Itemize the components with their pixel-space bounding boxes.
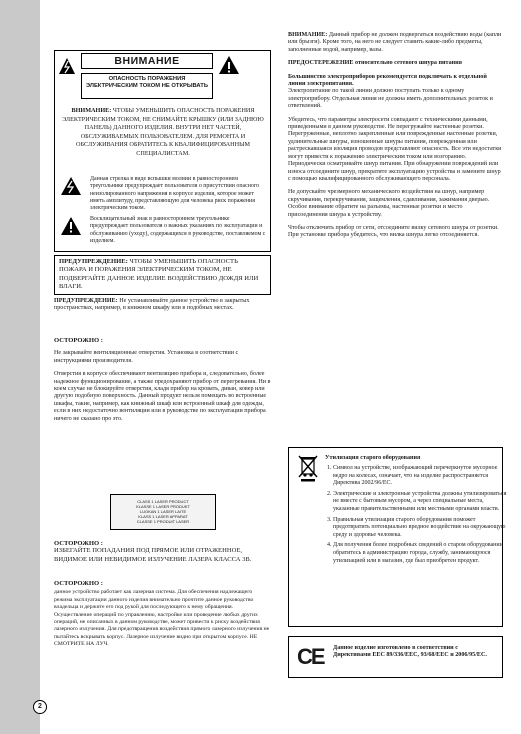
- water-warning-body: Данный прибор не должен подвергаться воздействию воды (капли или брызги). Кроме того, на него не следует ставить какие-либо предметы, заполненные водой, например, вазы.: [288, 32, 502, 53]
- install-warning-lead: ПРЕДУПРЕЖДЕНИЕ:: [54, 298, 118, 304]
- caution-laser-exposure-text: ИЗБЕГАЙТЕ ПОПАДАНИЯ ПОД ПРЯМОЕ ИЛИ ОТРАЖЕННОЕ, ВИДИМОЕ ИЛИ НЕВИДИМОЕ ИЗЛУЧЕНИЕ ЛАЗЕРА КЛАССА 3В.: [54, 547, 252, 563]
- power-cord-p4: Чтобы отключить прибор от сети, отсоедините вилку сетевого шнура от розетки. При установке прибора убедитесь, что вилка шнура легко отсоединяется.: [288, 224, 499, 239]
- power-cord-p2: Убедитесь, что параметры электросети совпадают с техническими данными, приведенными в данном руководстве. Не перегружайте настенные розетки. Перегруженные, неплотно закрепленные или поврежденные настенные розетки, удлинительные шнуры, изношенные шнуры питания, поврежденная или растрескавшаяся изоляция проводов представляют опасность. Все эти недостатки могут привести к поражению электрическим током или возгоранию. Периодически осматривайте шнур питания. При обнаружении повреждений или износа отсоедините шнур, прекратите эксплуатацию устройства и замените шнур с помощью квалифицированного обслуживающего персонала.: [288, 116, 502, 182]
- weee-list: [319, 465, 509, 568]
- exclamation-icon: [60, 216, 82, 238]
- caution-laser-exposure: [54, 540, 272, 564]
- laser-label-line: LUOKAN 1 LASER LAITE: [139, 509, 187, 514]
- laser-label-line: CLASSE 1 PRODUIT LASER: [136, 519, 190, 524]
- install-warning-body: Не устанавливайте данное устройство в закрытых пространствах, например, в книжном шкафу или в подобных местах.: [54, 298, 250, 312]
- power-cord-p3: Не допускайте чрезмерного механического воздействия на шнур, например скручивания, перекручивания, защемления, сдавливания, зажимания дверью. Особое внимание обратите на разъемы, настенные розетки и место присоединения шнура к устройству.: [288, 189, 490, 218]
- laser-class-label: [110, 494, 216, 530]
- weee-item: 4. Для получения более подробных сведений о старом оборудовании обратитесь в администрацию города, службу, занимающуюся утилизацией или в магазин, где был приобретен продукт.: [333, 542, 509, 565]
- weee-item: 2. Электрические и электронные устройства должны утилизироваться не вместе с бытовым мусором, а через специальные места, указанные правительственными или местными органами власти.: [333, 491, 509, 514]
- laser-label-line: KLASSE 1 LASER PRODUKT: [136, 504, 190, 509]
- laser-label-line: CLASS 1 LASER PRODUCT: [137, 499, 189, 504]
- page-number: 2: [33, 700, 47, 714]
- exclamation-warning-icon: [218, 54, 240, 76]
- water-warning: [288, 32, 503, 54]
- weee-item: 1. Символ на устройстве, изображающий перечеркнутое мусорное ведро на колесах, означает, что на изделие распространяется Директива 2002/96/ЕС.: [333, 465, 509, 488]
- warning-caption: ОПАСНОСТЬ ПОРАЖЕНИЯ ЭЛЕКТРИЧЕСКИМ ТОКОМ НЕ ОТКРЫВАТЬ: [81, 73, 213, 99]
- power-cord-heading: ПРЕДОСТЕРЕЖЕНИЕ относительно сетевого шнура питания: [288, 60, 462, 67]
- caution-laser-exposure-heading: ОСТОРОЖНО :: [54, 540, 103, 547]
- caution-laser-system-text: данное устройство работает как лазерная система. Для обеспечения надлежащего режима эксплуатации данного изделия внимательно прочтите данное руководство владельца и держите его под рукой для последующего к нему обращения. Осуществление операций по управлению, настройке или проведение любых других операций, не описанных в данном руководстве, может привести к риску воздействия лазерного излучения. Для предотвращения воздействия прямого лазерного излучения не пытайтесь вскрывать корпус. Лазерное излучение видно при открытом корпусе. НЕ СМОТРИТЕ НА ЛУЧ.: [54, 589, 270, 648]
- caution-ventilation-p2: Отверстия в корпусе обеспечивают вентиляцию прибора и, следовательно, более надежное функционирование, а также предохраняют прибор от перегревания. Ни в коем случае не блокируйте отверстия, кладя прибор на кровать, диван, ковер или другую подобную поверхность. Данный продукт нельзя помещать во встроенные шкафы, такие, например, как книжный шкаф или встроенный шкаф для одежды, если в них недостаточно вентиляции или в руководстве по эксплуатации прибора ничего не сказано про это.: [54, 371, 271, 422]
- page-sidebar: [0, 0, 40, 734]
- precaution-box: [54, 255, 271, 295]
- crossed-bin-icon: [297, 454, 319, 482]
- right-column: [288, 32, 503, 240]
- laser-label-line: KLASS 1 LASER APPARAT: [138, 514, 188, 519]
- precaution-text: [59, 258, 266, 292]
- precaution-body: ЧТОБЫ УМЕНЬШИТЬ ОПАСНОСТЬ ПОЖАРА И ПОРАЖЕНИЯ ЭЛЕКТРИЧЕСКИМ ТОКОМ, НЕ ПОДВЕРГАЙТЕ ДАННОЕ ИЗДЕЛИЕ ВОЗДЕЙСТВИЮ ДОЖДЯ ИЛИ ВЛАГИ.: [59, 258, 259, 291]
- exclamation-explanation-text: Восклицательный знак в равностороннем треугольнике предупреждает пользователя о важных указаниях по эксплуатации и обслуживанию (уходу), содержащихся в руководстве, поставляемом с изделием.: [90, 216, 266, 244]
- weee-disposal-box: [288, 447, 507, 627]
- caution-laser-system-heading: ОСТОРОЖНО :: [54, 580, 103, 587]
- lightning-explanation-text: Данная стрелка в виде вспышки молнии в равностороннем треугольнике предупреждает пользователя о присутствии опасного неизолированного напряжения в корпусе изделия, которое может иметь амплитуду, представляющую для человека риск поражения электрическим током.: [90, 176, 260, 212]
- weee-item: 3. Правильная утилизация старого оборудования поможет предотвратить потенциально вредное воздействие на окружающую среду и здоровье человека.: [333, 517, 509, 540]
- warning-title: ВНИМАНИЕ: [81, 53, 213, 69]
- lightning-icon: [60, 176, 82, 198]
- warning-main-body: ЧТОБЫ УМЕНЬШИТЬ ОПАСНОСТЬ ПОРАЖЕНИЯ ЭЛЕКТРИЧЕСКИМ ТОКОМ, НЕ СНИМАЙТЕ КРЫШКУ (ИЛИ ЗАДНЮЮ ПАНЕЛЬ) ДАННОГО ИЗДЕЛИЯ. ВНУТРИ НЕТ ЧАСТЕЙ, ОБСЛУЖИВАЕМЫХ ПОЛЬЗОВАТЕЛЕМ. ДЛЯ РЕМОНТА И ОБСЛУЖИВАНИЯ ОБРАТИТЕСЬ К КВАЛИФИЦИРОВАННЫМ СПЕЦИАЛИСТАМ.: [62, 107, 264, 157]
- caution-ventilation-heading: ОСТОРОЖНО :: [54, 337, 103, 344]
- lightning-warning-icon: [58, 54, 76, 94]
- weee-title: Утилизация старого оборудования: [325, 455, 421, 461]
- warning-main-lead: ВНИМАНИЕ:: [71, 107, 112, 114]
- water-warning-lead: ВНИМАНИЕ:: [288, 32, 328, 38]
- power-cord-p1: Электропитание по такой линии должно поступать только к одному электроприбору. Отдельная линия не должна иметь дополнительных розеток и ответвлений.: [288, 88, 493, 110]
- caution-ventilation: [54, 337, 272, 423]
- ce-compliance-text: Данное изделие изготовлено в соответствии с Директивами EEC 89/336/EEC, 93/68/EEC и 2006/95/EC.: [333, 645, 487, 659]
- precaution-lead: ПРЕДУПРЕЖДЕНИЕ:: [59, 258, 128, 265]
- power-cord-bold: Большинство электроприборов рекомендуется подключать к отдельной линии электропитания.: [288, 73, 487, 88]
- ce-compliance-box: [288, 636, 503, 678]
- caution-laser-system: [54, 580, 272, 649]
- caution-ventilation-p1: Не закрывайте вентиляционные отверстия. Установка в соответствии с инструкциями производителя.: [54, 350, 239, 364]
- install-warning: [54, 298, 272, 313]
- install-warning-text: [54, 298, 272, 313]
- ce-mark-icon: CE: [297, 644, 324, 669]
- warning-main-text: [60, 107, 266, 158]
